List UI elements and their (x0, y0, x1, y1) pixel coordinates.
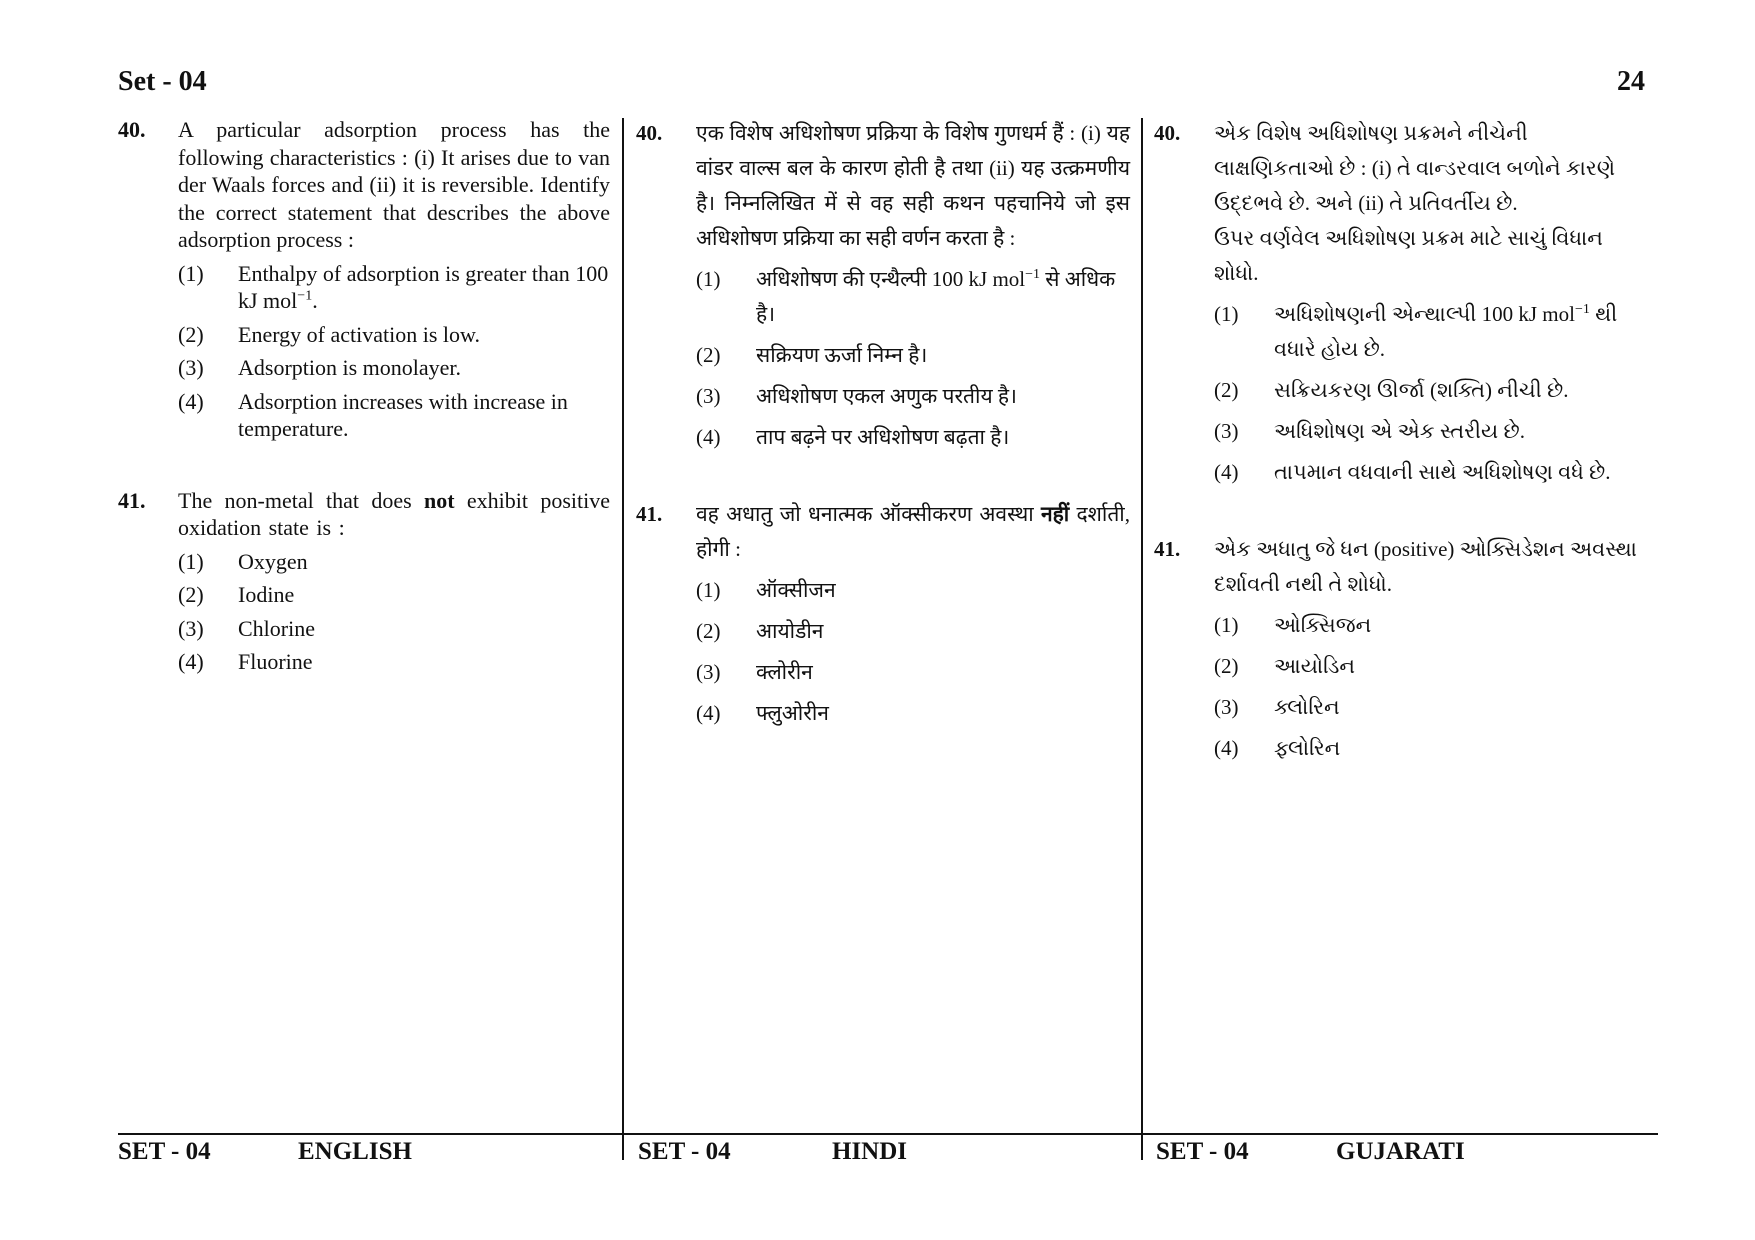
option-text-end: થી વધારે હોય છે. (1274, 302, 1618, 361)
question-number: 41. (118, 487, 146, 513)
option (178, 321, 610, 349)
footer-language-gujarati: GUJARATI (1336, 1138, 1465, 1165)
option-text: ઓક્સિજન (1274, 613, 1372, 637)
footer-set-hindi: SET - 04 (638, 1138, 731, 1165)
option-number: (3) (1214, 695, 1239, 719)
footer-set-english: SET - 04 (118, 1138, 211, 1165)
question-text: The non-metal that does not exhibit positive oxidation state is : (178, 487, 610, 540)
option (178, 648, 610, 676)
footer-language-hindi: HINDI (832, 1138, 908, 1165)
option (178, 581, 610, 609)
option-text: તાપમાન વધવાની સાથે અધિશોષણ વધે છે. (1274, 460, 1611, 484)
option-text: Adsorption increases with increase in temperature. (238, 388, 568, 441)
option-text: ऑक्सीजन (756, 578, 836, 602)
option-number: (3) (696, 384, 721, 408)
option-number: (3) (1214, 419, 1239, 443)
option-text: સક્રિયકરણ ઊર્જા (શક્તિ) નીચી છે. (1274, 378, 1569, 402)
option-number: (2) (178, 321, 204, 347)
option-number: (2) (1214, 654, 1239, 678)
option-text: अधिशोषण एकल अणुक परतीय है। (756, 384, 1017, 408)
option-text: Energy of activation is low. (238, 321, 480, 347)
option-number: (4) (1214, 460, 1239, 484)
option-number: (1) (696, 267, 721, 291)
option-text: અધિશોષણની એન્થાલ્પી 100 kJ mol (1274, 302, 1575, 326)
option (696, 696, 1130, 731)
option-text: आयोडीन (756, 619, 824, 643)
option (1214, 455, 1648, 490)
question-text: એક વિશેષ અધિશોષણ પ્રક્રમને નીચેની લાક્ષણિકતાઓ છે : (i) તે વાન્ડરવાલ બળોને કારણે ઉદ્દભવે છે. અને (ii) તે પ્રતિવર્તીય છે. (1214, 121, 1616, 215)
option-number: (1) (1214, 613, 1239, 637)
option-number: (4) (178, 649, 204, 674)
option-text: क्लोरीन (756, 660, 813, 684)
option-number: (1) (1214, 302, 1239, 326)
option-text: ફ્લોરિન (1274, 736, 1341, 760)
option-number: (1) (696, 578, 721, 602)
english-column (118, 116, 610, 682)
option-text: सक्रियण ऊर्जा निम्न है। (756, 343, 928, 367)
option (696, 420, 1130, 455)
column-divider (1141, 118, 1143, 1160)
question-41-gujarati (1154, 532, 1648, 772)
option-number: (1) (178, 260, 204, 286)
question-number: 40. (118, 117, 146, 142)
question-text: A particular adsorption process has the following characteristics : (i) It arises due to van der Waals forces and (ii) it is reversible. Identify the correct statement that describes the above adsorption process : (178, 117, 610, 252)
option-text: Adsorption is monolayer. (238, 355, 462, 380)
option-text: Chlorine (238, 615, 315, 641)
question-40-english (118, 116, 610, 449)
question-41-hindi (636, 497, 1130, 737)
option-text-end: . (312, 288, 318, 313)
option (1214, 414, 1648, 449)
option-number: (4) (696, 701, 721, 725)
option-number: (1) (178, 548, 204, 574)
question-40-hindi (636, 116, 1130, 461)
option (696, 338, 1130, 373)
option-text: Fluorine (238, 649, 313, 674)
option-number: (2) (1214, 378, 1239, 402)
question-number: 40. (1154, 121, 1181, 145)
option-text: Enthalpy of adsorption is greater than 100 kJ mol (238, 260, 609, 313)
option-number: (3) (178, 355, 204, 380)
option-number: (2) (178, 582, 204, 607)
option (696, 379, 1130, 414)
hindi-column (636, 116, 1130, 737)
option-text-end: से अधिक है। (756, 267, 1116, 326)
superscript: −1 (1025, 267, 1041, 282)
option-text: ક્લોરિન (1274, 695, 1340, 719)
option-number: (2) (696, 343, 721, 367)
option (696, 614, 1130, 649)
option-text: આયોડિન (1274, 654, 1356, 678)
option (696, 573, 1130, 608)
column-divider (622, 118, 624, 1160)
page-number: 24 (1617, 66, 1645, 97)
option (696, 655, 1130, 690)
option (178, 388, 610, 443)
question-41-english (118, 487, 610, 682)
question-text: એક અધાતુ જે ધન (positive) ઓક્સિડેશન અવસ્થા દર્શાવતી નથી તે શોધો. (1214, 537, 1637, 596)
option-text: Oxygen (238, 548, 308, 574)
option-text: अधिशोषण की एन्थैल्पी 100 kJ mol (756, 267, 1026, 291)
option-number: (4) (1214, 736, 1239, 760)
option-text: અધિશોષણ એ એક સ્તરીય છે. (1274, 419, 1525, 443)
option-number: (2) (696, 619, 721, 643)
question-number: 40. (636, 121, 663, 145)
option (1214, 373, 1648, 408)
option (696, 262, 1130, 332)
option-number: (4) (696, 425, 721, 449)
question-number: 41. (1154, 537, 1181, 561)
question-number: 41. (636, 502, 663, 526)
question-text-instruction: ઉપર વર્ણવેલ અધિશોષણ પ્રક્રમ માટે સાચું વિધાન શોધો. (1214, 226, 1603, 285)
option (1214, 690, 1648, 725)
footer-rule (118, 1133, 1658, 1135)
footer-language-english: ENGLISH (298, 1138, 412, 1165)
option (1214, 608, 1648, 643)
option (178, 260, 610, 315)
option (1214, 649, 1648, 684)
option-number: (4) (178, 388, 204, 414)
question-text: वह अधातु जो धनात्मक ऑक्सीकरण अवस्था नहीं दर्शाती, होगी : (696, 502, 1130, 561)
question-40-gujarati (1154, 116, 1648, 496)
set-label: Set - 04 (118, 66, 207, 97)
option (1214, 731, 1648, 766)
option (178, 548, 610, 576)
option-text: फ्लुओरीन (756, 701, 829, 725)
option-text: ताप बढ़ने पर अधिशोषण बढ़ता है। (756, 425, 1010, 449)
option-number: (3) (696, 660, 721, 684)
superscript: −1 (297, 288, 313, 304)
option (1214, 297, 1648, 367)
option (178, 615, 610, 643)
superscript: −1 (1574, 302, 1590, 317)
option (178, 354, 610, 382)
gujarati-column (1154, 116, 1648, 772)
option-text: Iodine (238, 582, 295, 607)
footer-set-gujarati: SET - 04 (1156, 1138, 1249, 1165)
question-text: एक विशेष अधिशोषण प्रक्रिया के विशेष गुणधर्म हैं : (i) यह वांडर वाल्स बल के कारण होती है तथा (ii) यह उत्क्रमणीय है। निम्नलिखित में से वह सही कथन पहचानिये जो इस अधिशोषण प्रक्रिया का सही वर्णन करता है : (696, 121, 1130, 250)
option-number: (3) (178, 615, 204, 641)
